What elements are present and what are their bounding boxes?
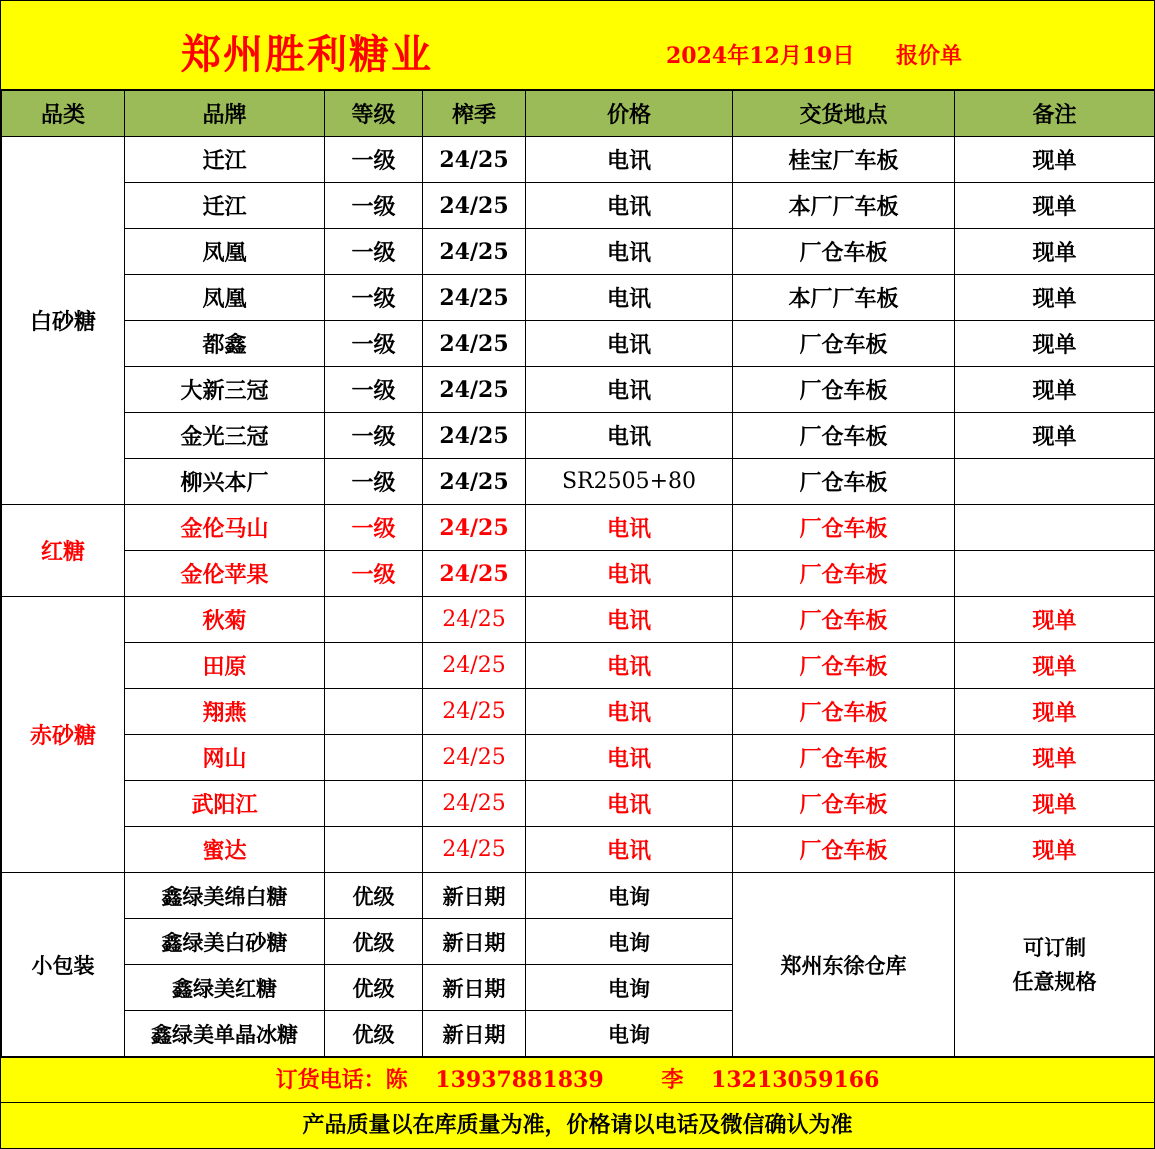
brand-cell: 武阳江 xyxy=(125,781,325,827)
season-cell: 24/25 xyxy=(423,137,526,183)
grade-cell: 一级 xyxy=(325,321,423,367)
grade-cell xyxy=(325,781,423,827)
grade-cell: 一级 xyxy=(325,505,423,551)
grade-cell: 一级 xyxy=(325,367,423,413)
price-cell: 电询 xyxy=(526,873,733,919)
location-cell: 厂仓车板 xyxy=(733,781,955,827)
order-phone-bar xyxy=(1,1057,1154,1103)
brand-cell: 金伦苹果 xyxy=(125,551,325,597)
season-cell: 24/25 xyxy=(423,643,526,689)
brand-cell: 大新三冠 xyxy=(125,367,325,413)
note-cell: 现单 xyxy=(955,321,1155,367)
price-cell: 电讯 xyxy=(526,735,733,781)
location-cell: 厂仓车板 xyxy=(733,459,955,505)
brand-cell: 柳兴本厂 xyxy=(125,459,325,505)
grade-cell: 优级 xyxy=(325,1011,423,1057)
table-row xyxy=(2,459,1155,505)
grade-cell: 优级 xyxy=(325,873,423,919)
season-cell: 24/25 xyxy=(423,413,526,459)
grade-cell: 一级 xyxy=(325,459,423,505)
table-row xyxy=(2,781,1155,827)
grade-cell xyxy=(325,689,423,735)
disclaimer-bar: 产品质量以在库质量为准，价格请以电话及微信确认为准 xyxy=(1,1103,1154,1148)
company-name: 郑州胜利糖业 xyxy=(181,31,433,78)
season-cell: 24/25 xyxy=(423,321,526,367)
grade-cell: 一级 xyxy=(325,137,423,183)
brand-cell: 凤凰 xyxy=(125,229,325,275)
note-line: 可订制 xyxy=(1023,934,1086,960)
price-cell: 电询 xyxy=(526,1011,733,1057)
season-cell: 24/25 xyxy=(423,229,526,275)
col-header-brand: 品牌 xyxy=(125,91,325,137)
table-row xyxy=(2,505,1155,551)
grade-cell xyxy=(325,597,423,643)
location-cell: 本厂厂车板 xyxy=(733,183,955,229)
grade-cell: 一级 xyxy=(325,413,423,459)
grade-cell: 一级 xyxy=(325,275,423,321)
table-row xyxy=(2,735,1155,781)
location-cell: 厂仓车板 xyxy=(733,505,955,551)
price-cell: 电讯 xyxy=(526,505,733,551)
phone-number-2: 13213059166 xyxy=(711,1067,880,1093)
brand-cell: 网山 xyxy=(125,735,325,781)
location-cell: 厂仓车板 xyxy=(733,367,955,413)
grade-cell: 一级 xyxy=(325,183,423,229)
note-cell: 现单 xyxy=(955,781,1155,827)
brand-cell: 金伦马山 xyxy=(125,505,325,551)
grade-cell: 优级 xyxy=(325,919,423,965)
group-small-packs xyxy=(2,873,1155,1057)
location-cell: 厂仓车板 xyxy=(733,643,955,689)
price-cell: 电讯 xyxy=(526,413,733,459)
note-cell: 现单 xyxy=(955,137,1155,183)
location-cell: 厂仓车板 xyxy=(733,229,955,275)
price-cell: 电讯 xyxy=(526,827,733,873)
brand-cell: 田原 xyxy=(125,643,325,689)
season-cell: 新日期 xyxy=(423,1011,526,1057)
price-cell: 电讯 xyxy=(526,137,733,183)
note-cell xyxy=(955,873,1155,1057)
category-cell: 赤砂糖 xyxy=(2,597,125,873)
brand-cell: 金光三冠 xyxy=(125,413,325,459)
price-cell: SR2505+80 xyxy=(526,459,733,505)
table-header-row xyxy=(2,91,1155,137)
grade-cell: 一级 xyxy=(325,229,423,275)
col-header-note: 备注 xyxy=(955,91,1155,137)
price-cell: 电讯 xyxy=(526,689,733,735)
season-cell: 24/25 xyxy=(423,275,526,321)
season-cell: 新日期 xyxy=(423,919,526,965)
brand-cell: 迁江 xyxy=(125,183,325,229)
location-cell: 本厂厂车板 xyxy=(733,275,955,321)
note-cell xyxy=(955,459,1155,505)
brand-cell: 秋菊 xyxy=(125,597,325,643)
price-cell: 电询 xyxy=(526,965,733,1011)
group-raw-sugar xyxy=(2,597,1155,873)
table-row xyxy=(2,367,1155,413)
group-brown-sugar xyxy=(2,505,1155,597)
grade-cell: 一级 xyxy=(325,551,423,597)
phone-number-1: 13937881839 xyxy=(435,1067,604,1093)
phone-label: 订货电话：陈 xyxy=(275,1067,408,1093)
location-cell: 厂仓车板 xyxy=(733,597,955,643)
price-cell: 电讯 xyxy=(526,367,733,413)
table-row xyxy=(2,643,1155,689)
table-row xyxy=(2,597,1155,643)
location-cell: 桂宝厂车板 xyxy=(733,137,955,183)
location-cell: 郑州东徐仓库 xyxy=(733,873,955,1057)
location-cell: 厂仓车板 xyxy=(733,551,955,597)
grade-cell xyxy=(325,827,423,873)
brand-cell: 鑫绿美绵白糖 xyxy=(125,873,325,919)
brand-cell: 都鑫 xyxy=(125,321,325,367)
table-row xyxy=(2,413,1155,459)
brand-cell: 鑫绿美白砂糖 xyxy=(125,919,325,965)
table-row xyxy=(2,873,1155,919)
season-cell: 新日期 xyxy=(423,873,526,919)
season-cell: 24/25 xyxy=(423,459,526,505)
brand-cell: 蜜达 xyxy=(125,827,325,873)
table-row xyxy=(2,229,1155,275)
note-cell: 现单 xyxy=(955,275,1155,321)
col-header-location: 交货地点 xyxy=(733,91,955,137)
col-header-category: 品类 xyxy=(2,91,125,137)
brand-cell: 凤凰 xyxy=(125,275,325,321)
season-cell: 24/25 xyxy=(423,597,526,643)
table-row xyxy=(2,275,1155,321)
contact-2-name: 李 xyxy=(661,1067,684,1093)
brand-cell: 迁江 xyxy=(125,137,325,183)
season-cell: 24/25 xyxy=(423,551,526,597)
table-row xyxy=(2,551,1155,597)
season-cell: 新日期 xyxy=(423,965,526,1011)
note-cell: 现单 xyxy=(955,643,1155,689)
note-cell: 现单 xyxy=(955,597,1155,643)
table-row xyxy=(2,689,1155,735)
col-header-grade: 等级 xyxy=(325,91,423,137)
grade-cell: 优级 xyxy=(325,965,423,1011)
price-cell: 电讯 xyxy=(526,321,733,367)
col-header-season: 榨季 xyxy=(423,91,526,137)
table-row xyxy=(2,321,1155,367)
location-cell: 厂仓车板 xyxy=(733,827,955,873)
category-cell: 小包装 xyxy=(2,873,125,1057)
doc-type: 报价单 xyxy=(896,43,963,69)
brand-cell: 鑫绿美单晶冰糖 xyxy=(125,1011,325,1057)
season-cell: 24/25 xyxy=(423,183,526,229)
season-cell: 24/25 xyxy=(423,367,526,413)
price-cell: 电讯 xyxy=(526,551,733,597)
price-cell: 电讯 xyxy=(526,781,733,827)
quote-date: 2024年12月19日 xyxy=(666,43,855,69)
note-cell xyxy=(955,551,1155,597)
location-cell: 厂仓车板 xyxy=(733,689,955,735)
note-cell: 现单 xyxy=(955,229,1155,275)
season-cell: 24/25 xyxy=(423,735,526,781)
location-cell: 厂仓车板 xyxy=(733,321,955,367)
note-cell: 现单 xyxy=(955,183,1155,229)
note-cell: 现单 xyxy=(955,735,1155,781)
location-cell: 厂仓车板 xyxy=(733,413,955,459)
price-cell: 电询 xyxy=(526,919,733,965)
table-row xyxy=(2,827,1155,873)
grade-cell xyxy=(325,735,423,781)
season-cell: 24/25 xyxy=(423,781,526,827)
note-cell: 现单 xyxy=(955,827,1155,873)
group-white-sugar xyxy=(2,137,1155,505)
note-cell xyxy=(955,505,1155,551)
category-cell: 白砂糖 xyxy=(2,137,125,505)
note-cell: 现单 xyxy=(955,689,1155,735)
season-cell: 24/25 xyxy=(423,689,526,735)
price-cell: 电讯 xyxy=(526,183,733,229)
note-cell: 现单 xyxy=(955,413,1155,459)
price-cell: 电讯 xyxy=(526,275,733,321)
table-row xyxy=(2,183,1155,229)
col-header-price: 价格 xyxy=(526,91,733,137)
note-line: 任意规格 xyxy=(1012,968,1097,994)
grade-cell xyxy=(325,643,423,689)
table-row xyxy=(2,137,1155,183)
brand-cell: 鑫绿美红糖 xyxy=(125,965,325,1011)
price-cell: 电讯 xyxy=(526,597,733,643)
season-cell: 24/25 xyxy=(423,827,526,873)
price-cell: 电讯 xyxy=(526,229,733,275)
category-cell: 红糖 xyxy=(2,505,125,597)
brand-cell: 翔燕 xyxy=(125,689,325,735)
location-cell: 厂仓车板 xyxy=(733,735,955,781)
price-table xyxy=(1,90,1155,1057)
price-cell: 电讯 xyxy=(526,643,733,689)
title-bar xyxy=(1,1,1154,90)
season-cell: 24/25 xyxy=(423,505,526,551)
note-cell: 现单 xyxy=(955,367,1155,413)
